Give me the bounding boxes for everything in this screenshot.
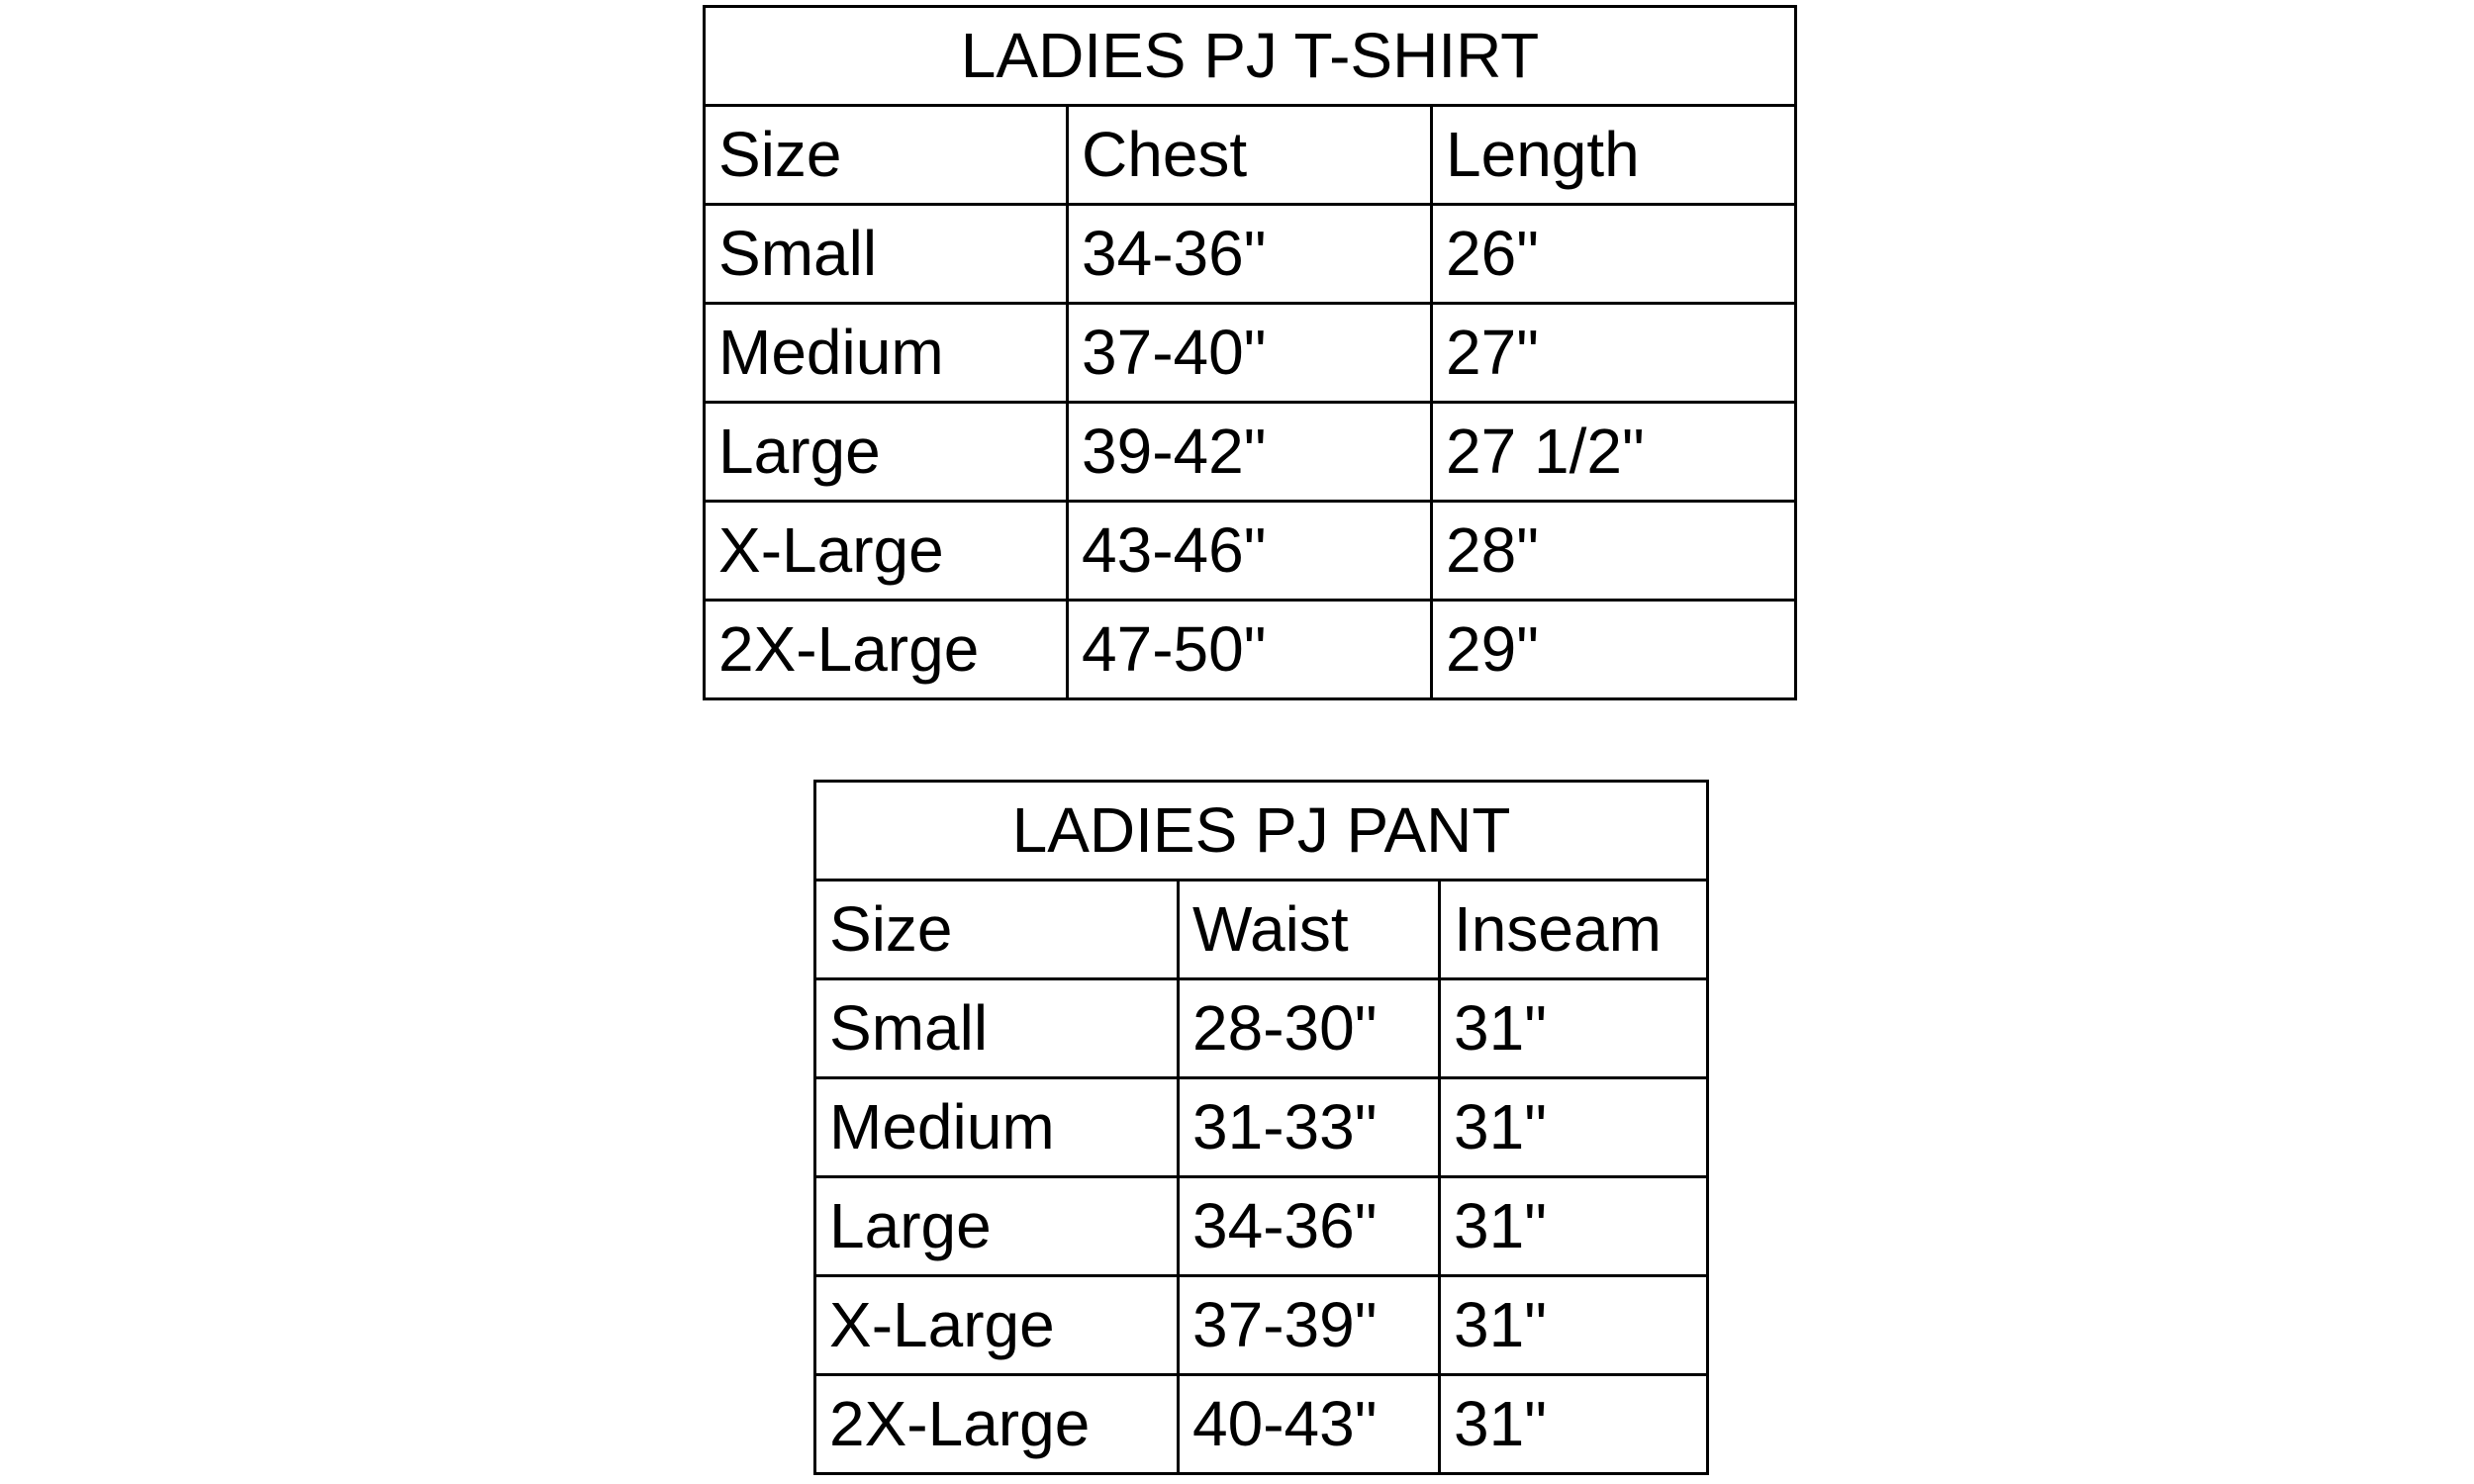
inseam-cell: 31" — [1440, 1078, 1708, 1177]
size-cell: Small — [705, 205, 1068, 304]
table-row — [815, 979, 1708, 1078]
size-cell: Medium — [705, 304, 1068, 403]
table-row — [815, 1375, 1708, 1474]
table-header-row — [705, 106, 1796, 205]
size-cell: 2X-Large — [815, 1375, 1179, 1474]
table-row — [815, 1078, 1708, 1177]
header-chest: Chest — [1068, 106, 1432, 205]
waist-cell: 31-33" — [1179, 1078, 1440, 1177]
chest-cell: 39-42" — [1068, 403, 1432, 502]
waist-cell: 28-30" — [1179, 979, 1440, 1078]
length-cell: 29" — [1432, 601, 1796, 699]
size-cell: X-Large — [815, 1276, 1179, 1375]
table-title-row — [705, 7, 1796, 106]
chest-cell: 37-40" — [1068, 304, 1432, 403]
table-row — [815, 1177, 1708, 1276]
header-size: Size — [705, 106, 1068, 205]
table-title-row — [815, 782, 1708, 881]
waist-cell: 37-39" — [1179, 1276, 1440, 1375]
header-waist: Waist — [1179, 881, 1440, 979]
size-cell: Large — [815, 1177, 1179, 1276]
pant-size-table — [813, 780, 1709, 1475]
inseam-cell: 31" — [1440, 979, 1708, 1078]
size-cell: 2X-Large — [705, 601, 1068, 699]
length-cell: 26" — [1432, 205, 1796, 304]
size-cell: Small — [815, 979, 1179, 1078]
waist-cell: 40-43" — [1179, 1375, 1440, 1474]
waist-cell: 34-36" — [1179, 1177, 1440, 1276]
chest-cell: 34-36" — [1068, 205, 1432, 304]
length-cell: 28" — [1432, 502, 1796, 601]
header-inseam: Inseam — [1440, 881, 1708, 979]
inseam-cell: 31" — [1440, 1276, 1708, 1375]
table-row — [705, 205, 1796, 304]
length-cell: 27" — [1432, 304, 1796, 403]
table-row — [705, 502, 1796, 601]
inseam-cell: 31" — [1440, 1375, 1708, 1474]
size-cell: Large — [705, 403, 1068, 502]
table-header-row — [815, 881, 1708, 979]
table-row — [705, 601, 1796, 699]
tshirt-table-title: LADIES PJ T-SHIRT — [705, 7, 1796, 106]
header-size: Size — [815, 881, 1179, 979]
inseam-cell: 31" — [1440, 1177, 1708, 1276]
tshirt-size-table — [703, 5, 1797, 700]
size-cell: Medium — [815, 1078, 1179, 1177]
chest-cell: 47-50" — [1068, 601, 1432, 699]
length-cell: 27 1/2" — [1432, 403, 1796, 502]
chest-cell: 43-46" — [1068, 502, 1432, 601]
table-row — [705, 403, 1796, 502]
header-length: Length — [1432, 106, 1796, 205]
size-cell: X-Large — [705, 502, 1068, 601]
table-row — [705, 304, 1796, 403]
pant-table-title: LADIES PJ PANT — [815, 782, 1708, 881]
table-row — [815, 1276, 1708, 1375]
